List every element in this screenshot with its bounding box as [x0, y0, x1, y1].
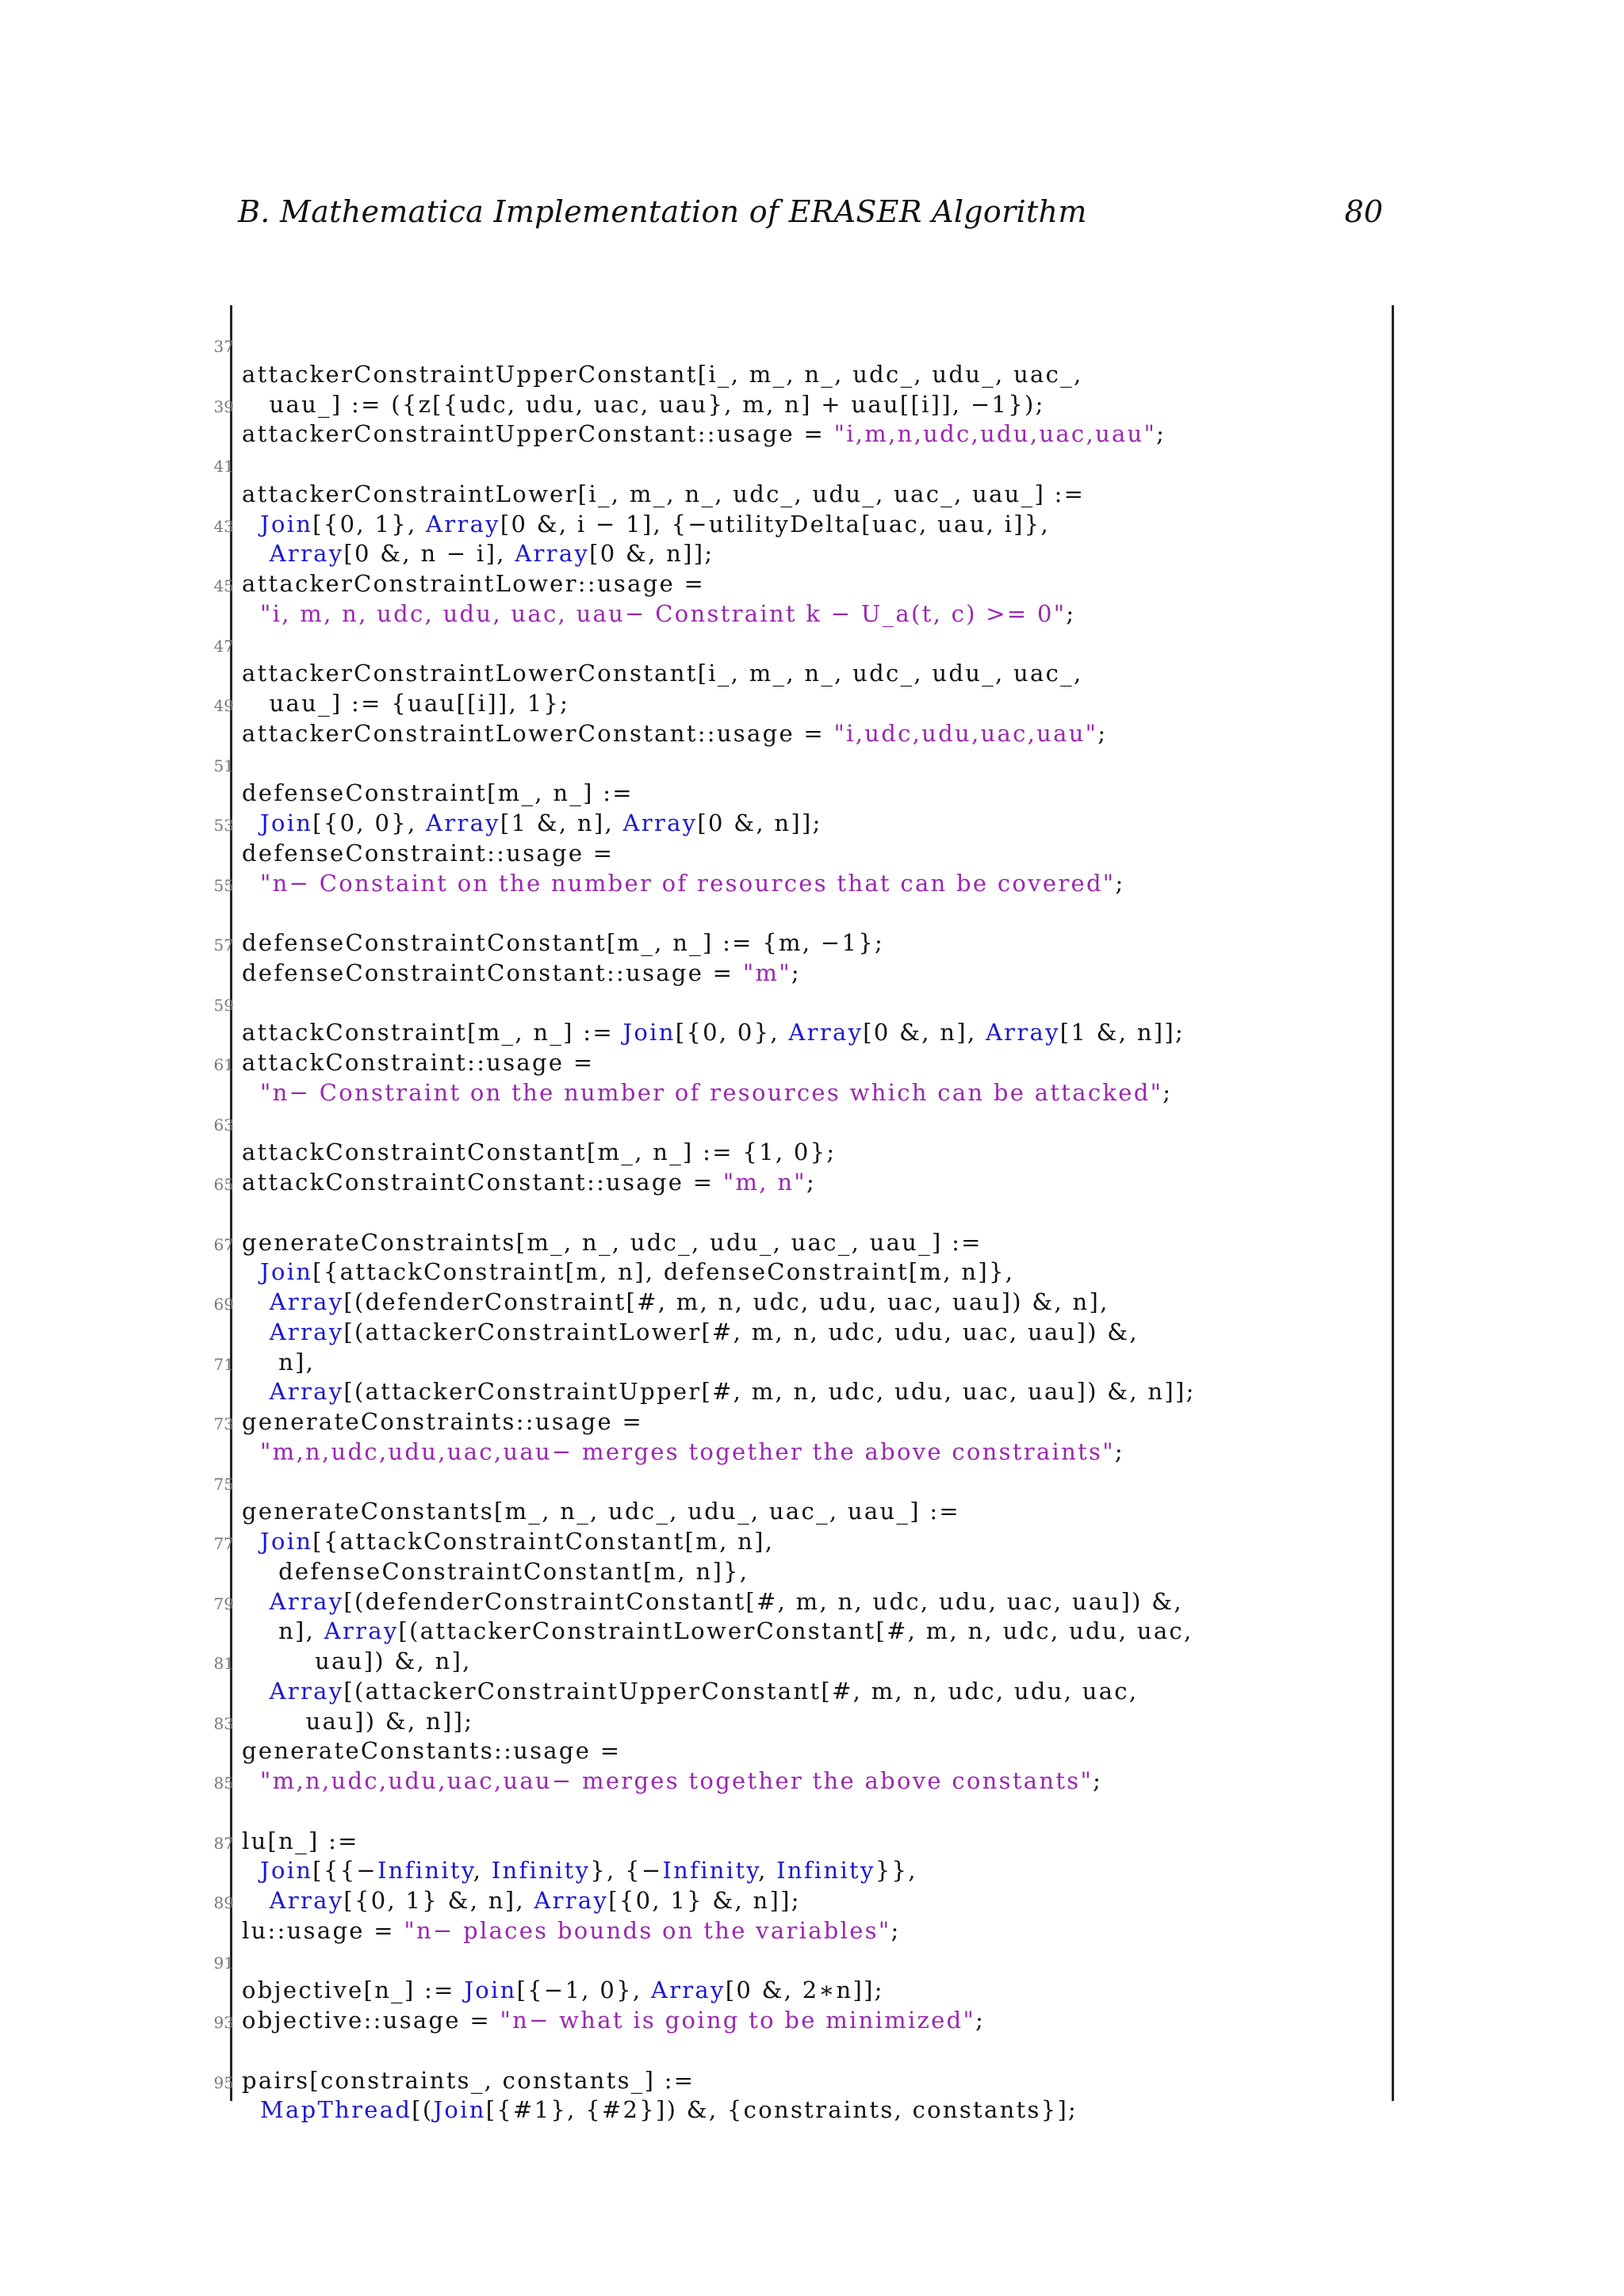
- code-line: [242, 719, 1384, 749]
- code-text: [242, 1407, 643, 1437]
- code-line: [213, 629, 1384, 660]
- code-token: pairs[constraints_, constants_] :=: [242, 2066, 695, 2094]
- code-keyword: Infinity: [491, 1857, 591, 1885]
- code-text: [242, 839, 614, 869]
- line-number: 83: [213, 1713, 234, 1733]
- code-line: [213, 1886, 1384, 1916]
- code-text: [242, 1736, 621, 1766]
- code-token: attackConstraintConstant::usage =: [242, 1169, 723, 1196]
- code-token: objective::usage =: [242, 2007, 500, 2034]
- code-token: [{0, 0},: [312, 809, 426, 836]
- code-line: [213, 1587, 1384, 1617]
- code-token: [242, 1528, 260, 1555]
- code-token: [0 &, n],: [863, 1019, 986, 1047]
- code-token: [242, 1288, 270, 1315]
- line-number: 93: [213, 2013, 234, 2032]
- code-text: [242, 1437, 1124, 1468]
- code-line: [242, 959, 1384, 989]
- code-text: [242, 689, 569, 719]
- code-line: [242, 1078, 1384, 1108]
- line-number: 87: [213, 1833, 234, 1853]
- code-token: [242, 2096, 260, 2123]
- code-text: [242, 1228, 982, 1258]
- code-token: [(attackerConstraintLowerConstant[#, m, n, udc, udu, uac,: [398, 1617, 1193, 1645]
- code-line: [242, 1138, 1384, 1168]
- code-text: [242, 1647, 472, 1677]
- code-line: [213, 1168, 1384, 1198]
- code-keyword: Array: [515, 540, 590, 568]
- code-text: [242, 1707, 473, 1737]
- code-keyword: Array: [324, 1617, 399, 1645]
- code-text: [242, 1677, 1138, 1707]
- code-line: [242, 360, 1384, 390]
- code-token: [242, 1438, 260, 1465]
- code-token: attackerConstraintLowerConstant[i_, m_, n_, udc_, udu_, uac_,: [242, 660, 1083, 687]
- code-token: [242, 1678, 270, 1705]
- code-keyword: Array: [269, 1318, 344, 1345]
- code-string: "m,n,udc,udu,uac,uau− merges together the above constraints": [260, 1437, 1115, 1465]
- code-string: "m": [742, 959, 791, 986]
- code-line: [242, 419, 1384, 450]
- code-text: [242, 1827, 359, 1857]
- code-line: [242, 1018, 1384, 1048]
- code-text: [242, 390, 1045, 420]
- line-number: 51: [213, 756, 234, 775]
- code-token: [0 &, n − i],: [343, 540, 515, 568]
- code-token: [0 &, 2∗n]];: [725, 1976, 884, 2004]
- code-token: objective[n_] :=: [242, 1976, 465, 2004]
- code-text: [242, 539, 714, 569]
- code-text: [242, 2006, 985, 2036]
- code-text: [242, 869, 1125, 899]
- code-line: [242, 1617, 1384, 1647]
- line-number: 81: [213, 1654, 234, 1673]
- code-line: [213, 2006, 1384, 2036]
- code-keyword: Array: [269, 540, 344, 568]
- code-token: lu[n_] :=: [242, 1827, 359, 1854]
- line-number: 73: [213, 1414, 234, 1433]
- code-line: [242, 1437, 1384, 1468]
- code-token: [{−1, 0},: [516, 1976, 651, 2004]
- code-line: [213, 1288, 1384, 1318]
- code-text: [242, 1856, 917, 1886]
- code-token: uau]) &, n],: [242, 1647, 472, 1674]
- code-token: [0 &, i − 1], {−utilityDelta[uac, uau, i]},: [500, 510, 1051, 538]
- code-text: [242, 1318, 1139, 1348]
- code-line: [213, 1946, 1384, 1976]
- code-token: [1 &, n]];: [1059, 1019, 1185, 1047]
- code-line: [213, 1348, 1384, 1378]
- code-keyword: Join: [260, 1258, 313, 1286]
- code-line: [213, 1407, 1384, 1437]
- line-number: 55: [213, 875, 234, 895]
- code-token: ,: [473, 1857, 492, 1885]
- code-token: generateConstants[m_, n_, udc_, udu_, uac_, uau_] :=: [242, 1498, 961, 1525]
- code-token: [242, 870, 260, 897]
- code-keyword: Infinity: [377, 1857, 473, 1885]
- line-number: 75: [213, 1474, 234, 1494]
- code-text: [242, 1976, 884, 2006]
- code-token: attackConstraint[m_, n_] :=: [242, 1019, 623, 1047]
- code-token: [242, 1318, 270, 1345]
- code-token: uau]) &, n]];: [242, 1707, 474, 1735]
- code-text: [242, 1288, 1109, 1318]
- code-text: [242, 510, 1050, 540]
- code-text: [242, 360, 1083, 390]
- code-token: [242, 600, 260, 627]
- code-keyword: Array: [534, 1887, 609, 1914]
- code-token: ;: [975, 2007, 986, 2034]
- code-text: [242, 2095, 1078, 2126]
- code-keyword: Array: [426, 510, 500, 538]
- line-number: 65: [213, 1175, 234, 1194]
- code-keyword: Array: [985, 1019, 1060, 1047]
- code-text: [242, 569, 705, 599]
- code-text: [242, 959, 801, 989]
- code-text: [242, 1048, 594, 1078]
- code-token: ;: [1093, 1767, 1103, 1794]
- code-token: ;: [806, 1169, 817, 1196]
- code-token: attackerConstraintLower::usage =: [242, 570, 706, 597]
- code-string: "n− Constraint on the number of resources which can be attacked": [260, 1078, 1163, 1106]
- code-token: ;: [1115, 869, 1125, 897]
- code-text: [242, 1168, 816, 1198]
- code-line: [242, 1198, 1384, 1228]
- code-text: [242, 1377, 1196, 1407]
- code-token: [1 &, n],: [500, 809, 623, 836]
- code-line: [242, 1677, 1384, 1707]
- code-line: [213, 809, 1384, 839]
- code-line: [213, 330, 1384, 360]
- code-token: [242, 1887, 270, 1914]
- code-token: attackConstraint::usage =: [242, 1049, 595, 1076]
- code-line: [213, 1647, 1384, 1677]
- code-line: [213, 1468, 1384, 1498]
- line-number: 61: [213, 1055, 234, 1074]
- code-listing: [213, 330, 1384, 2126]
- code-line: [213, 928, 1384, 959]
- code-token: [242, 1857, 260, 1884]
- code-token: ;: [1162, 1078, 1173, 1106]
- code-keyword: Join: [260, 809, 313, 836]
- line-number: 37: [213, 337, 234, 356]
- code-token: [(attackerConstraintLower[#, m, n, udc, udu, uac, uau]) &,: [343, 1318, 1139, 1345]
- line-number: 57: [213, 936, 234, 955]
- code-token: generateConstraints[m_, n_, udc_, udu_, uac_, uau_] :=: [242, 1228, 982, 1256]
- code-text: [242, 480, 1085, 510]
- code-token: [0 &, n]];: [697, 809, 822, 836]
- code-token: generateConstraints::usage =: [242, 1408, 644, 1435]
- code-keyword: Array: [269, 1587, 344, 1615]
- line-number: 49: [213, 696, 234, 715]
- line-number: 85: [213, 1774, 234, 1793]
- code-line: [242, 1797, 1384, 1827]
- code-line: [213, 1228, 1384, 1258]
- code-text: [242, 1348, 315, 1378]
- code-token: [(attackerConstraintUpper[#, m, n, udc, udu, uac, uau]) &, n]];: [343, 1378, 1196, 1406]
- code-token: defenseConstraint[m_, n_] :=: [242, 779, 634, 807]
- code-line: [242, 1318, 1384, 1348]
- code-text: [242, 1916, 901, 1946]
- code-keyword: Array: [269, 1378, 344, 1406]
- listing-frame-right-rule: [1392, 305, 1394, 2101]
- code-text: [242, 1766, 1102, 1797]
- code-token: defenseConstraintConstant::usage =: [242, 959, 743, 986]
- code-string: "m, n": [722, 1169, 806, 1196]
- code-token: ;: [1156, 420, 1166, 448]
- code-keyword: Join: [260, 1528, 313, 1555]
- code-line: [242, 2036, 1384, 2066]
- code-keyword: Join: [260, 1857, 313, 1885]
- code-line: [213, 510, 1384, 540]
- code-token: [{attackConstraintConstant[m, n],: [312, 1528, 775, 1555]
- code-token: [{#1}, {#2}]) &, {constraints, constants}];: [485, 2096, 1078, 2124]
- code-token: [242, 1588, 270, 1615]
- code-token: }, {−: [590, 1857, 663, 1885]
- code-line: [242, 2095, 1384, 2126]
- code-token: [{0, 1},: [312, 510, 426, 538]
- code-token: [0 &, n]];: [589, 540, 714, 568]
- code-token: uau_] := ({z[{udc, udu, uac, uau}, m, n] + uau[[i]], −1});: [242, 390, 1045, 418]
- code-token: [{0, 0},: [675, 1019, 789, 1047]
- code-token: ;: [791, 959, 801, 986]
- code-line: [242, 659, 1384, 689]
- code-text: [242, 599, 1075, 629]
- code-token: defenseConstraint::usage =: [242, 839, 615, 867]
- code-token: attackerConstraintUpperConstant::usage =: [242, 420, 834, 448]
- code-text: [242, 779, 634, 809]
- code-text: [242, 1527, 774, 1557]
- code-keyword: Infinity: [776, 1857, 875, 1885]
- code-token: [242, 809, 260, 836]
- code-line: [242, 539, 1384, 569]
- line-number: 43: [213, 516, 234, 536]
- code-line: [213, 1707, 1384, 1737]
- code-token: attackerConstraintUpperConstant[i_, m_, n_, udc_, udu_, uac_,: [242, 360, 1083, 388]
- code-text: [242, 809, 822, 839]
- code-token: n],: [242, 1348, 316, 1376]
- line-number: 95: [213, 2072, 234, 2092]
- code-line: [242, 480, 1384, 510]
- code-token: ;: [1066, 599, 1076, 627]
- code-line: [242, 1377, 1384, 1407]
- line-number: 39: [213, 396, 234, 416]
- code-token: ;: [1114, 1437, 1124, 1465]
- code-keyword: Array: [622, 809, 698, 836]
- line-number: 89: [213, 1893, 234, 1912]
- code-line: [213, 1527, 1384, 1557]
- code-token: [242, 540, 270, 567]
- code-text: [242, 928, 884, 959]
- code-keyword: Array: [650, 1976, 726, 2004]
- code-line: [213, 1766, 1384, 1797]
- code-text: [242, 659, 1082, 689]
- code-string: "i,udc,udu,uac,uau": [833, 719, 1098, 747]
- code-keyword: Join: [464, 1976, 517, 2004]
- line-number: 91: [213, 1953, 234, 1973]
- code-line: [242, 1257, 1384, 1288]
- code-keyword: Join: [433, 2096, 486, 2124]
- line-number: 63: [213, 1115, 234, 1135]
- line-number: 67: [213, 1234, 234, 1254]
- line-number: 45: [213, 576, 234, 595]
- code-string: "m,n,udc,udu,uac,uau− merges together the above constants": [260, 1767, 1094, 1794]
- code-token: [242, 1767, 260, 1794]
- code-keyword: Join: [622, 1019, 676, 1047]
- code-string: "n− Constaint on the number of resources that can be covered": [260, 869, 1116, 897]
- code-keyword: Array: [426, 809, 500, 836]
- line-number: 79: [213, 1594, 234, 1613]
- code-string: "n− places bounds on the variables": [404, 1916, 891, 1944]
- code-token: }},: [875, 1857, 917, 1885]
- code-text: [242, 1018, 1185, 1048]
- line-number: 77: [213, 1534, 234, 1553]
- code-token: [242, 1258, 260, 1285]
- code-string: "n− what is going to be minimized": [500, 2007, 976, 2034]
- code-text: [242, 1138, 836, 1168]
- code-token: [(: [412, 2096, 434, 2124]
- code-text: [242, 1886, 801, 1916]
- code-line: [242, 839, 1384, 869]
- code-line: [242, 1856, 1384, 1886]
- code-keyword: Join: [260, 510, 313, 538]
- code-line: [242, 1976, 1384, 2006]
- code-line: [213, 1048, 1384, 1078]
- code-token: [{0, 1} &, n]];: [608, 1887, 801, 1914]
- code-token: [242, 1079, 260, 1106]
- code-token: [{{−: [312, 1857, 378, 1885]
- code-token: lu::usage =: [242, 1916, 404, 1944]
- code-token: defenseConstraintConstant[m_, n_] := {m, −1};: [242, 929, 885, 956]
- code-line: [242, 1497, 1384, 1527]
- code-keyword: Array: [269, 1288, 344, 1315]
- code-token: [(defenderConstraint[#, m, n, udc, udu, uac, uau]) &, n],: [343, 1288, 1109, 1315]
- code-token: ;: [1097, 719, 1108, 747]
- code-line: [242, 1557, 1384, 1587]
- page-number: 80: [1344, 194, 1383, 229]
- code-token: n],: [242, 1617, 324, 1645]
- code-line: [242, 779, 1384, 809]
- code-token: attackConstraintConstant[m_, n_] := {1, 0};: [242, 1138, 837, 1166]
- line-number: 41: [213, 457, 234, 476]
- code-line: [242, 599, 1384, 629]
- code-token: generateConstants::usage =: [242, 1737, 622, 1765]
- code-text: [242, 1557, 749, 1587]
- code-line: [213, 689, 1384, 719]
- line-number: 71: [213, 1354, 234, 1374]
- code-line: [213, 989, 1384, 1019]
- code-token: [{0, 1} &, n],: [343, 1887, 534, 1914]
- code-line: [213, 1827, 1384, 1857]
- code-text: [242, 419, 1166, 450]
- line-number: 69: [213, 1295, 234, 1314]
- code-keyword: Array: [269, 1677, 344, 1705]
- line-number: 47: [213, 636, 234, 656]
- code-keyword: Array: [269, 1887, 344, 1914]
- code-token: [(defenderConstraintConstant[#, m, n, udc, udu, uac, uau]) &,: [343, 1587, 1183, 1615]
- code-token: [(attackerConstraintUpperConstant[#, m, n, udc, udu, uac,: [343, 1677, 1139, 1705]
- code-token: [{attackConstraint[m, n], defenseConstraint[m, n]},: [312, 1258, 1015, 1286]
- code-text: [242, 1617, 1193, 1647]
- code-token: ,: [758, 1857, 777, 1885]
- code-keyword: Array: [788, 1019, 864, 1047]
- code-text: [242, 719, 1107, 749]
- code-token: [242, 1378, 270, 1405]
- code-string: "i,m,n,udc,udu,uac,uau": [833, 420, 1157, 448]
- code-keyword: MapThread: [260, 2096, 412, 2124]
- code-text: [242, 1497, 960, 1527]
- code-token: attackerConstraintLowerConstant::usage =: [242, 719, 834, 747]
- code-token: attackerConstraintLower[i_, m_, n_, udc_, udu_, uac_, uau_] :=: [242, 480, 1086, 507]
- code-line: [213, 1108, 1384, 1138]
- code-text: [242, 1257, 1014, 1288]
- code-line: [242, 1736, 1384, 1766]
- code-line: [213, 2066, 1384, 2096]
- code-line: [242, 1916, 1384, 1946]
- code-text: [242, 2066, 695, 2096]
- line-number: 59: [213, 995, 234, 1015]
- code-keyword: Infinity: [662, 1857, 759, 1885]
- code-string: "i, m, n, udc, udu, uac, uau− Constraint k − U_a(t, c) >= 0": [260, 599, 1067, 627]
- page-header: [238, 194, 1383, 234]
- code-text: [242, 1078, 1172, 1108]
- code-text: [242, 1587, 1183, 1617]
- code-token: uau_] := {uau[[i]], 1};: [242, 690, 570, 717]
- code-line: [213, 450, 1384, 480]
- line-number: 53: [213, 816, 234, 835]
- code-token: defenseConstraintConstant[m, n]},: [242, 1557, 749, 1585]
- code-line: [213, 390, 1384, 420]
- code-token: ;: [891, 1916, 901, 1944]
- code-line: [242, 898, 1384, 928]
- code-token: [242, 511, 260, 538]
- code-line: [213, 869, 1384, 899]
- code-line: [213, 749, 1384, 779]
- running-title: B. Mathematica Implementation of ERASER Algorithm: [238, 194, 1087, 229]
- code-line: [213, 569, 1384, 599]
